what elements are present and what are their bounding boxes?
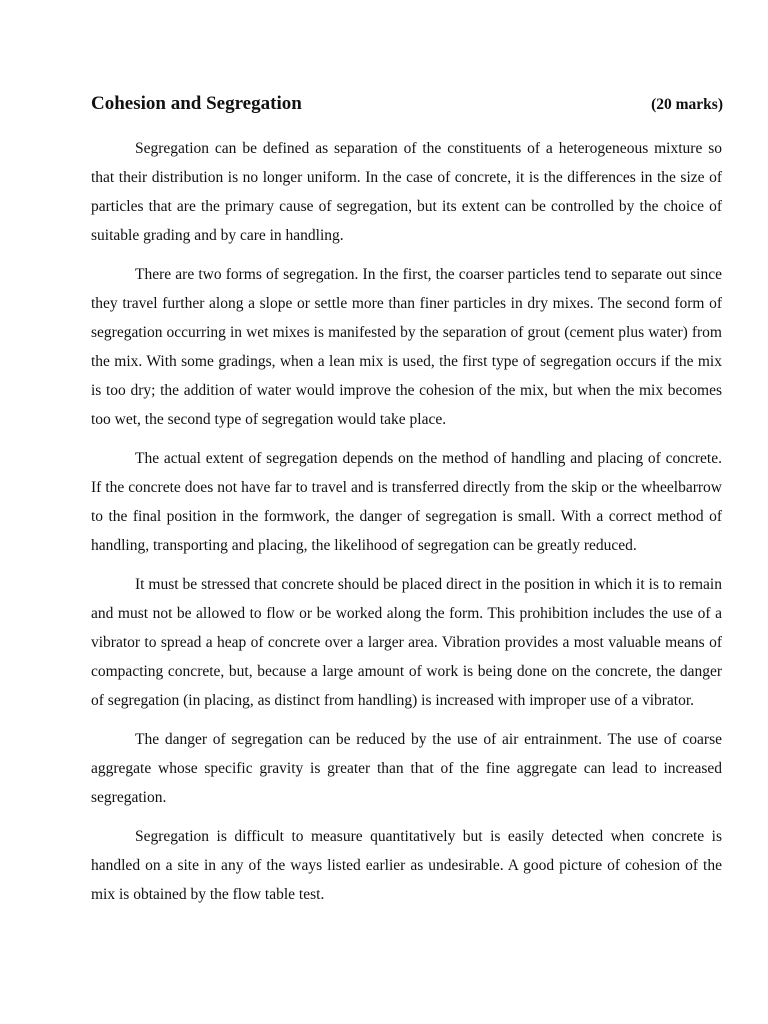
marks-label: (20 marks) (651, 96, 723, 113)
paragraph-handling: The actual extent of segregation depends on the method of handling and placing of concrete. If the concrete does not have far to travel and is transferred directly from the skip or the wheelbarrow to the final position in the formwork, the danger of segregation is small. With a correct method of handling, transporting and placing, the likelihood of segregation can be greatly reduced. (91, 450, 722, 554)
paragraph-air-entrainment: The danger of segregation can be reduced by the use of air entrainment. The use of coarse aggregate whose specific gravity is greater than that of the fine aggregate can lead to increased segregation. (91, 731, 722, 806)
paragraph-definition: Segregation can be defined as separation of the constituents of a heterogeneous mixture so that their distribution is no longer uniform. In the case of concrete, it is the differences in the size of particles that are the primary cause of segregation, but its extent can be controlled by the choice of suitable grading and by care in handling. (91, 140, 722, 244)
document-title: Cohesion and Segregation (91, 93, 302, 114)
document-body (91, 134, 722, 919)
paragraph-measurement: Segregation is difficult to measure quantitatively but is easily detected when concrete is handled on a site in any of the ways listed earlier as undesirable. A good picture of cohesion of the mix is obtained by the flow table test. (91, 828, 722, 903)
paragraph-placing: It must be stressed that concrete should be placed direct in the position in which it is to remain and must not be allowed to flow or be worked along the form. This prohibition includes the use of a vibrator to spread a heap of concrete over a larger area. Vibration provides a most valuable means of compacting concrete, but, because a large amount of work is being done on the concrete, the danger of segregation (in placing, as distinct from handling) is increased with improper use of a vibrator. (91, 576, 722, 709)
paragraph-forms: There are two forms of segregation. In the first, the coarser particles tend to separate out since they travel further along a slope or settle more than finer particles in dry mixes. The second form of segregation occurring in wet mixes is manifested by the separation of grout (cement plus water) from the mix. With some gradings, when a lean mix is used, the first type of segregation occurs if the mix is too dry; the addition of water would improve the cohesion of the mix, but when the mix becomes too wet, the second type of segregation would take place. (91, 266, 722, 428)
heading-row (91, 93, 723, 119)
